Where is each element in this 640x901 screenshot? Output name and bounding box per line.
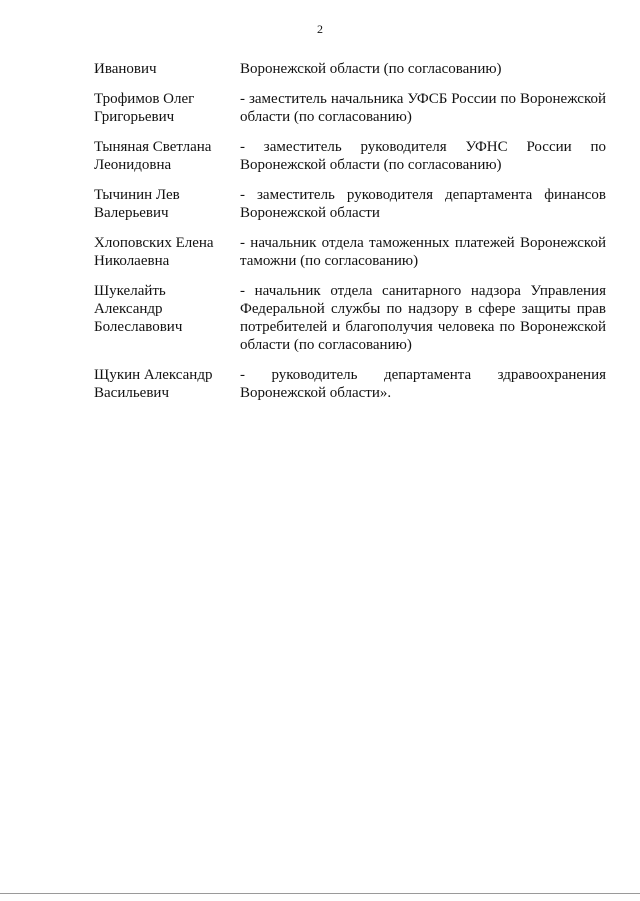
member-row [94,90,606,126]
member-role: - заместитель начальника УФСБ России по Воронежской области (по согласованию) [240,91,606,125]
member-role: Воронежской области (по согласованию) [240,61,502,77]
member-role: - заместитель руководителя департамента финансов Воронежской области [240,187,606,221]
member-row [94,366,606,402]
member-list [94,60,606,414]
member-role: - заместитель руководителя УФНС России по Воронежской области (по согласованию) [240,139,606,173]
member-row [94,282,606,354]
member-name: Хлоповских Елена Николаевна [94,235,214,269]
member-name: Щукин Александр Васильевич [94,367,213,401]
member-role: - начальник отдела таможенных платежей Воронежской таможни (по согласованию) [240,235,606,269]
member-name: Тычинин Лев Валерьевич [94,187,180,221]
member-name: Шукелайть Александр Болеславович [94,283,183,335]
bottom-rule [0,893,640,894]
member-role: - начальник отдела санитарного надзора Управления Федеральной службы по надзору в сфере защиты прав потребителей и благополучия человека по Воронежской области (по согласованию) [240,283,606,353]
member-name: Иванович [94,61,157,77]
member-row [94,186,606,222]
member-row [94,234,606,270]
member-role: - руководитель департамента здравоохранения Воронежской области». [240,367,606,401]
member-row [94,60,606,78]
member-name: Тыняная Светлана Леонидовна [94,139,212,173]
member-name: Трофимов Олег Григорьевич [94,91,195,125]
page-number: 2 [317,22,323,36]
member-row [94,138,606,174]
